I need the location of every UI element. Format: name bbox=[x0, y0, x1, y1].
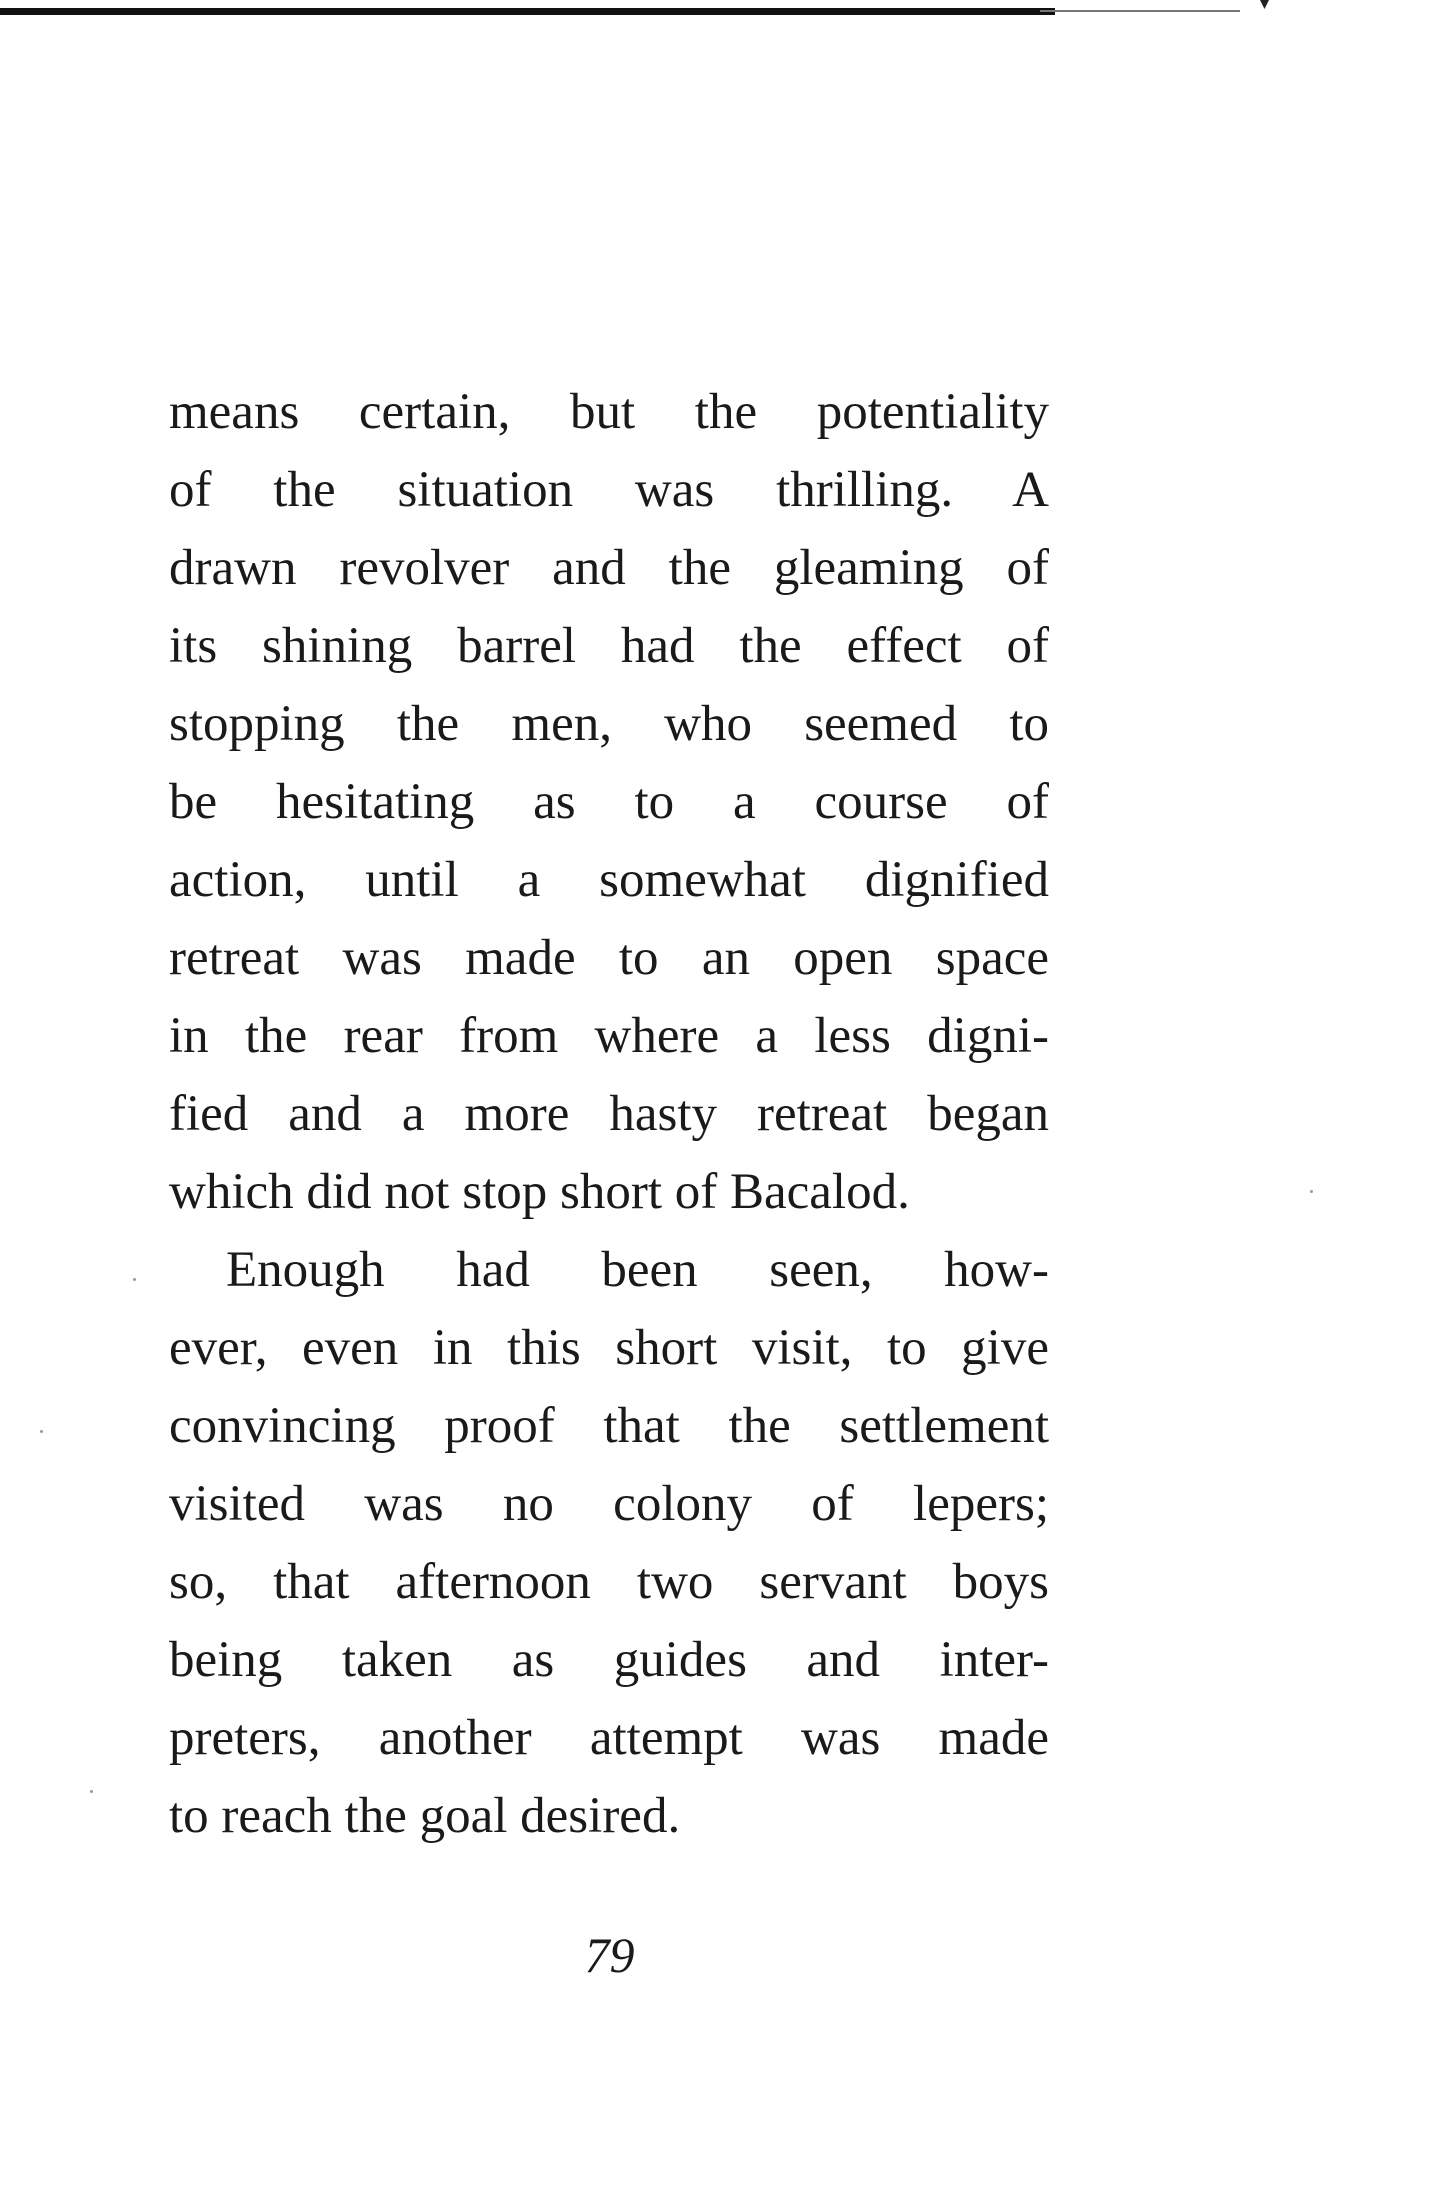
text-line: be hesitating as to a course of bbox=[169, 774, 1049, 830]
text-line: stopping the men, who seemed to bbox=[169, 696, 1049, 752]
printer-mark bbox=[1260, 0, 1269, 9]
text-line: in the rear from where a less digni- bbox=[169, 1008, 1049, 1064]
text-line: being taken as guides and inter- bbox=[169, 1632, 1049, 1688]
body-text bbox=[169, 373, 1049, 1855]
text-line: drawn revolver and the gleaming of bbox=[169, 540, 1049, 596]
page-number: 79 bbox=[584, 1927, 635, 1983]
text-line: retreat was made to an open space bbox=[169, 930, 1049, 986]
paper-speck bbox=[40, 1430, 43, 1433]
text-line: to reach the goal desired. bbox=[169, 1788, 681, 1844]
text-line: its shining barrel had the effect of bbox=[169, 618, 1049, 674]
text-line: ever, even in this short visit, to give bbox=[169, 1320, 1049, 1376]
paper-speck bbox=[90, 1790, 93, 1793]
text-line: convincing proof that the settlement bbox=[169, 1398, 1049, 1454]
text-line: visited was no colony of lepers; bbox=[169, 1476, 1049, 1532]
text-line: of the situation was thrilling. A bbox=[169, 462, 1049, 518]
paper-speck bbox=[1310, 1190, 1313, 1193]
text-line: which did not stop short of Bacalod. bbox=[169, 1164, 910, 1220]
text-line: so, that afternoon two servant boys bbox=[169, 1554, 1049, 1610]
paper-speck bbox=[133, 1278, 136, 1281]
text-line: Enough had been seen, how- bbox=[226, 1242, 1049, 1298]
text-line: fied and a more hasty retreat began bbox=[169, 1086, 1049, 1142]
text-line: action, until a somewhat dignified bbox=[169, 852, 1049, 908]
top-rule-thin bbox=[1040, 10, 1240, 12]
text-line: means certain, but the potentiality bbox=[169, 384, 1049, 440]
text-line: preters, another attempt was made bbox=[169, 1710, 1049, 1766]
top-rule bbox=[0, 8, 1055, 15]
